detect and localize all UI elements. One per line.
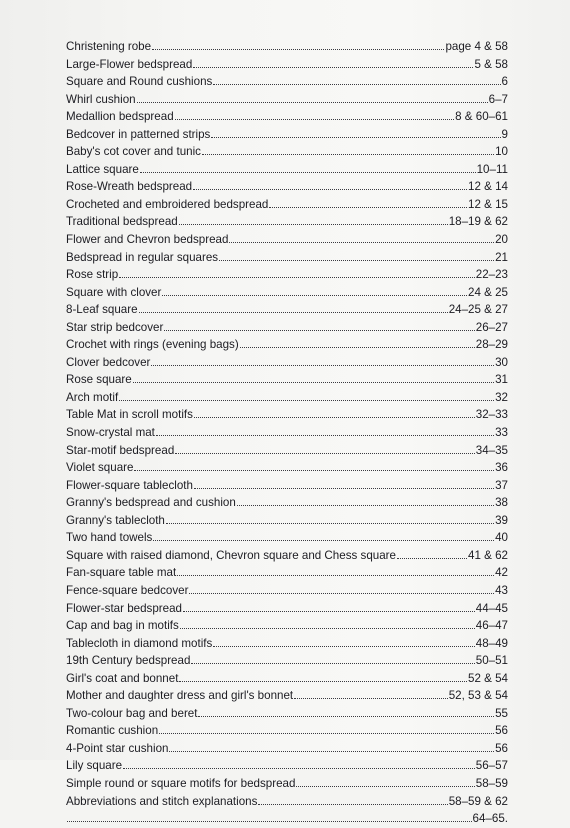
toc-entry [66,231,508,249]
dot-leader [134,470,494,471]
toc-entry [66,389,508,407]
toc-entry-page: 41 & 62 [468,548,508,562]
toc-entry [66,810,508,828]
toc-entry-page: 22–23 [475,268,508,282]
dot-leader [151,365,494,366]
dot-leader [67,821,472,822]
toc-entry-title: Clover bedcover [66,355,151,369]
dot-leader [213,84,500,85]
toc-entry [66,775,508,793]
dot-leader [164,330,474,331]
toc-entry-page: 33 [495,426,508,440]
toc-entry-title: Square with clover [66,285,162,299]
toc-entry [66,178,508,196]
toc-entry-title: Two hand towels [66,531,153,545]
toc-entry [66,722,508,740]
toc-entry [66,371,508,389]
dot-leader [397,558,467,559]
toc-entry [66,38,508,56]
toc-entry [66,336,508,354]
toc-entry-title: 19th Century bedspread [66,654,191,668]
toc-entry-title: Girl's coat and bonnet [66,671,179,685]
toc-entry-title: Lily square [66,759,123,773]
dot-leader [193,67,473,68]
dot-leader [139,312,448,313]
toc-entry-title: Crochet with rings (evening bags) [66,338,239,352]
toc-entry [66,56,508,74]
toc-entry-title: Star strip bedcover [66,320,164,334]
dot-leader [269,207,467,208]
toc-entry-page: 28–29 [475,338,508,352]
toc-entry-page: 38 [495,496,508,510]
toc-entry [66,213,508,231]
dot-leader [177,575,494,576]
dot-leader [159,733,494,734]
dot-leader [179,224,448,225]
toc-entry-page: 55 [495,706,508,720]
dot-leader [180,628,475,629]
toc-entry [66,424,508,442]
dot-leader [140,172,476,173]
toc-entry-page: 36 [495,461,508,475]
toc-entry-title: Large-Flower bedspread [66,57,193,71]
toc-entry [66,564,508,582]
toc-entry-page: 43 [495,583,508,597]
toc-entry-page: 34–35 [475,443,508,457]
dot-leader [202,154,494,155]
toc-entry-title: Rose strip [66,268,119,282]
toc-entry-page: 56 [495,724,508,738]
toc-entry-title: Flower-square tablecloth [66,478,193,492]
toc-entry-page: 52 & 54 [468,671,508,685]
toc-entry-title: Granny's tablecloth [66,513,165,527]
toc-entry-title: Square and Round cushions [66,75,213,89]
dot-leader [119,400,494,401]
toc-entry [66,442,508,460]
dot-leader [240,347,475,348]
toc-entry [66,406,508,424]
dot-leader [179,681,467,682]
dot-leader [153,540,494,541]
toc-entry-page: 48–49 [475,636,508,650]
toc-entry-page: 12 & 15 [468,197,508,211]
toc-entry [66,757,508,775]
dot-leader [119,277,475,278]
toc-entry-page: 26–27 [475,320,508,334]
toc-entry [66,108,508,126]
toc-entry-page: 56 [495,741,508,755]
toc-entry-page: 30 [495,355,508,369]
dot-leader [198,716,494,717]
toc-entry [66,196,508,214]
toc-entry-title: Simple round or square motifs for bedspread [66,776,296,790]
dot-leader [194,417,475,418]
toc-entry-title: Granny's bedspread and cushion [66,496,236,510]
toc-entry-page: 52, 53 & 54 [448,689,508,703]
dot-leader [175,119,454,120]
toc-entry [66,477,508,495]
toc-entry [66,319,508,337]
toc-entry [66,547,508,565]
toc-entry [66,354,508,372]
toc-entry-title: Tablecloth in diamond motifs [66,636,213,650]
toc-entry-page: 56–57 [475,759,508,773]
toc-entry-page: 10 [495,145,508,159]
toc-entry [66,459,508,477]
dot-leader [294,698,448,699]
toc-entry-page: 64–65. [472,812,508,826]
toc-entry-title: Violet square [66,461,134,475]
dot-leader [156,435,494,436]
toc-entry [66,284,508,302]
toc-entry [66,582,508,600]
dot-leader [258,804,447,805]
dot-leader [162,295,467,296]
toc-entry-title: Star-motif bedspread [66,443,175,457]
toc-entry [66,600,508,618]
toc-entry-page: 18–19 & 62 [448,215,508,229]
dot-leader [123,768,475,769]
toc-entry [66,512,508,530]
dot-leader [219,260,494,261]
toc-entry-page: 58–59 [475,776,508,790]
toc-entry-title: 8-Leaf square [66,303,138,317]
dot-leader [183,611,475,612]
dot-leader [152,49,444,50]
dot-leader [133,382,494,383]
toc-entry-title: Rose-Wreath bedspread [66,180,193,194]
toc-entry-title: Abbreviations and stitch explanations [66,794,258,808]
toc-entry [66,301,508,319]
toc-entry-title: Lattice square [66,162,139,176]
toc-entry-page: 31 [495,373,508,387]
toc-entry-page: 40 [495,531,508,545]
toc-entry-page: 32 [495,390,508,404]
toc-entry [66,161,508,179]
toc-entry-page: 6–7 [488,92,508,106]
toc-entry-title: Whirl cushion [66,92,136,106]
toc-entry [66,740,508,758]
toc-entry-page: 10–11 [476,162,508,176]
toc-entry-page: 6 [501,75,508,89]
toc-entry-title: Table Mat in scroll motifs [66,408,193,422]
toc-entry-page: page 4 & 58 [445,40,508,53]
toc-entry-page: 50–51 [475,654,508,668]
toc-entry-page: 39 [495,513,508,527]
toc-entry-title: 4-Point star cushion [66,741,169,755]
toc-entry-title: Traditional bedspread [66,215,178,229]
toc-entry-page: 46–47 [475,619,508,633]
toc-entry [66,249,508,267]
dot-leader [213,646,474,647]
dot-leader [137,102,488,103]
toc-entry-title: Romantic cushion [66,724,159,738]
toc-entry-page: 58–59 & 62 [448,794,508,808]
toc-entry [66,687,508,705]
toc-entry [66,635,508,653]
dot-leader [194,488,494,489]
toc-entry-title: Snow-crystal mat [66,426,155,440]
toc-entry [66,73,508,91]
toc-entry-page: 24 & 25 [468,285,508,299]
toc-entry [66,617,508,635]
toc-entry-page: 20 [495,233,508,247]
toc-entry-title: Flower and Chevron bedspread [66,233,229,247]
dot-leader [193,189,467,190]
toc-entry-page: 21 [495,250,508,264]
dot-leader [237,505,494,506]
toc-entry-title: Fence-square bedcover [66,583,189,597]
toc-entry-title: Medallion bedspread [66,110,174,124]
dot-leader [169,751,494,752]
toc-entry-title: Two-colour bag and beret [66,706,198,720]
dot-leader [189,593,494,594]
toc-entry [66,494,508,512]
toc-entry-title: Cap and bag in motifs [66,619,179,633]
toc-entry-page: 8 & 60–61 [455,110,508,124]
toc-entry [66,705,508,723]
toc-entry-page: 37 [495,478,508,492]
toc-entry-title: Baby's cot cover and tunic [66,145,201,159]
toc-entry-page: 5 & 58 [474,57,508,71]
toc-entry-title: Bedspread in regular squares [66,250,219,264]
toc-entry-page: 32–33 [475,408,508,422]
toc-entry-page: 9 [501,127,508,141]
toc-entry-title: Fan-square table mat [66,566,177,580]
dot-leader [296,786,474,787]
toc-entry [66,670,508,688]
table-of-contents [66,38,508,828]
toc-entry-title: Bedcover in patterned strips [66,127,211,141]
toc-entry [66,143,508,161]
toc-entry-title: Square with raised diamond, Chevron square and Chess square [66,548,396,562]
toc-entry-title: Mother and daughter dress and girl's bonnet [66,689,294,703]
toc-entry-page: 24–25 & 27 [448,303,508,317]
toc-entry-page: 42 [495,566,508,580]
toc-entry [66,793,508,811]
toc-entry-title: Arch motif [66,390,119,404]
toc-entry [66,652,508,670]
dot-leader [175,453,474,454]
dot-leader [211,137,500,138]
toc-entry-title: Flower-star bedspread [66,601,182,615]
dot-leader [229,242,494,243]
toc-entry-page: 12 & 14 [468,180,508,194]
toc-entry-title: Crocheted and embroidered bedspread [66,197,269,211]
toc-entry [66,529,508,547]
toc-entry-title: Rose square [66,373,132,387]
dot-leader [166,523,494,524]
toc-entry [66,266,508,284]
toc-entry [66,126,508,144]
toc-entry [66,91,508,109]
toc-entry-title: Christening robe [66,40,152,53]
toc-entry-page: 44–45 [475,601,508,615]
dot-leader [191,663,474,664]
